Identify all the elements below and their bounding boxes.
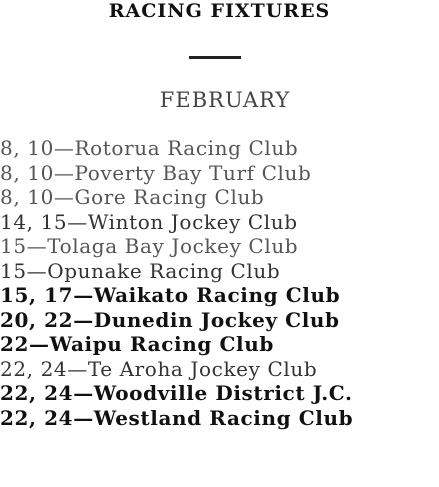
fixture-item: 15—Tolaga Bay Jockey Club <box>0 234 299 258</box>
fixture-item: 22—Waipu Racing Club <box>0 332 274 356</box>
month-heading: FEBRUARY <box>159 88 291 112</box>
fixture-item: 15—Opunake Racing Club <box>0 258 281 283</box>
fixture-item: 8, 10—Gore Racing Club <box>0 185 265 209</box>
fixture-item: 14, 15—Winton Jockey Club <box>0 209 298 234</box>
fixture-item: 8, 10—Poverty Bay Turf Club <box>0 160 312 185</box>
fixture-item: 8, 10—Rotorua Racing Club <box>0 136 299 160</box>
fixture-item: 15, 17—Waikato Racing Club <box>0 283 341 307</box>
section-heading: RACING FIXTURES <box>108 0 331 22</box>
fixture-item: 22, 24—Woodville District J.C. <box>0 381 353 405</box>
fixture-item: 22, 24—Te Aroha Jockey Club <box>0 356 318 381</box>
heading-divider <box>189 56 241 59</box>
fixture-list <box>0 136 439 430</box>
fixture-item: 20, 22—Dunedin Jockey Club <box>0 307 340 332</box>
fixture-item: 22, 24—Westland Racing Club <box>0 405 354 430</box>
